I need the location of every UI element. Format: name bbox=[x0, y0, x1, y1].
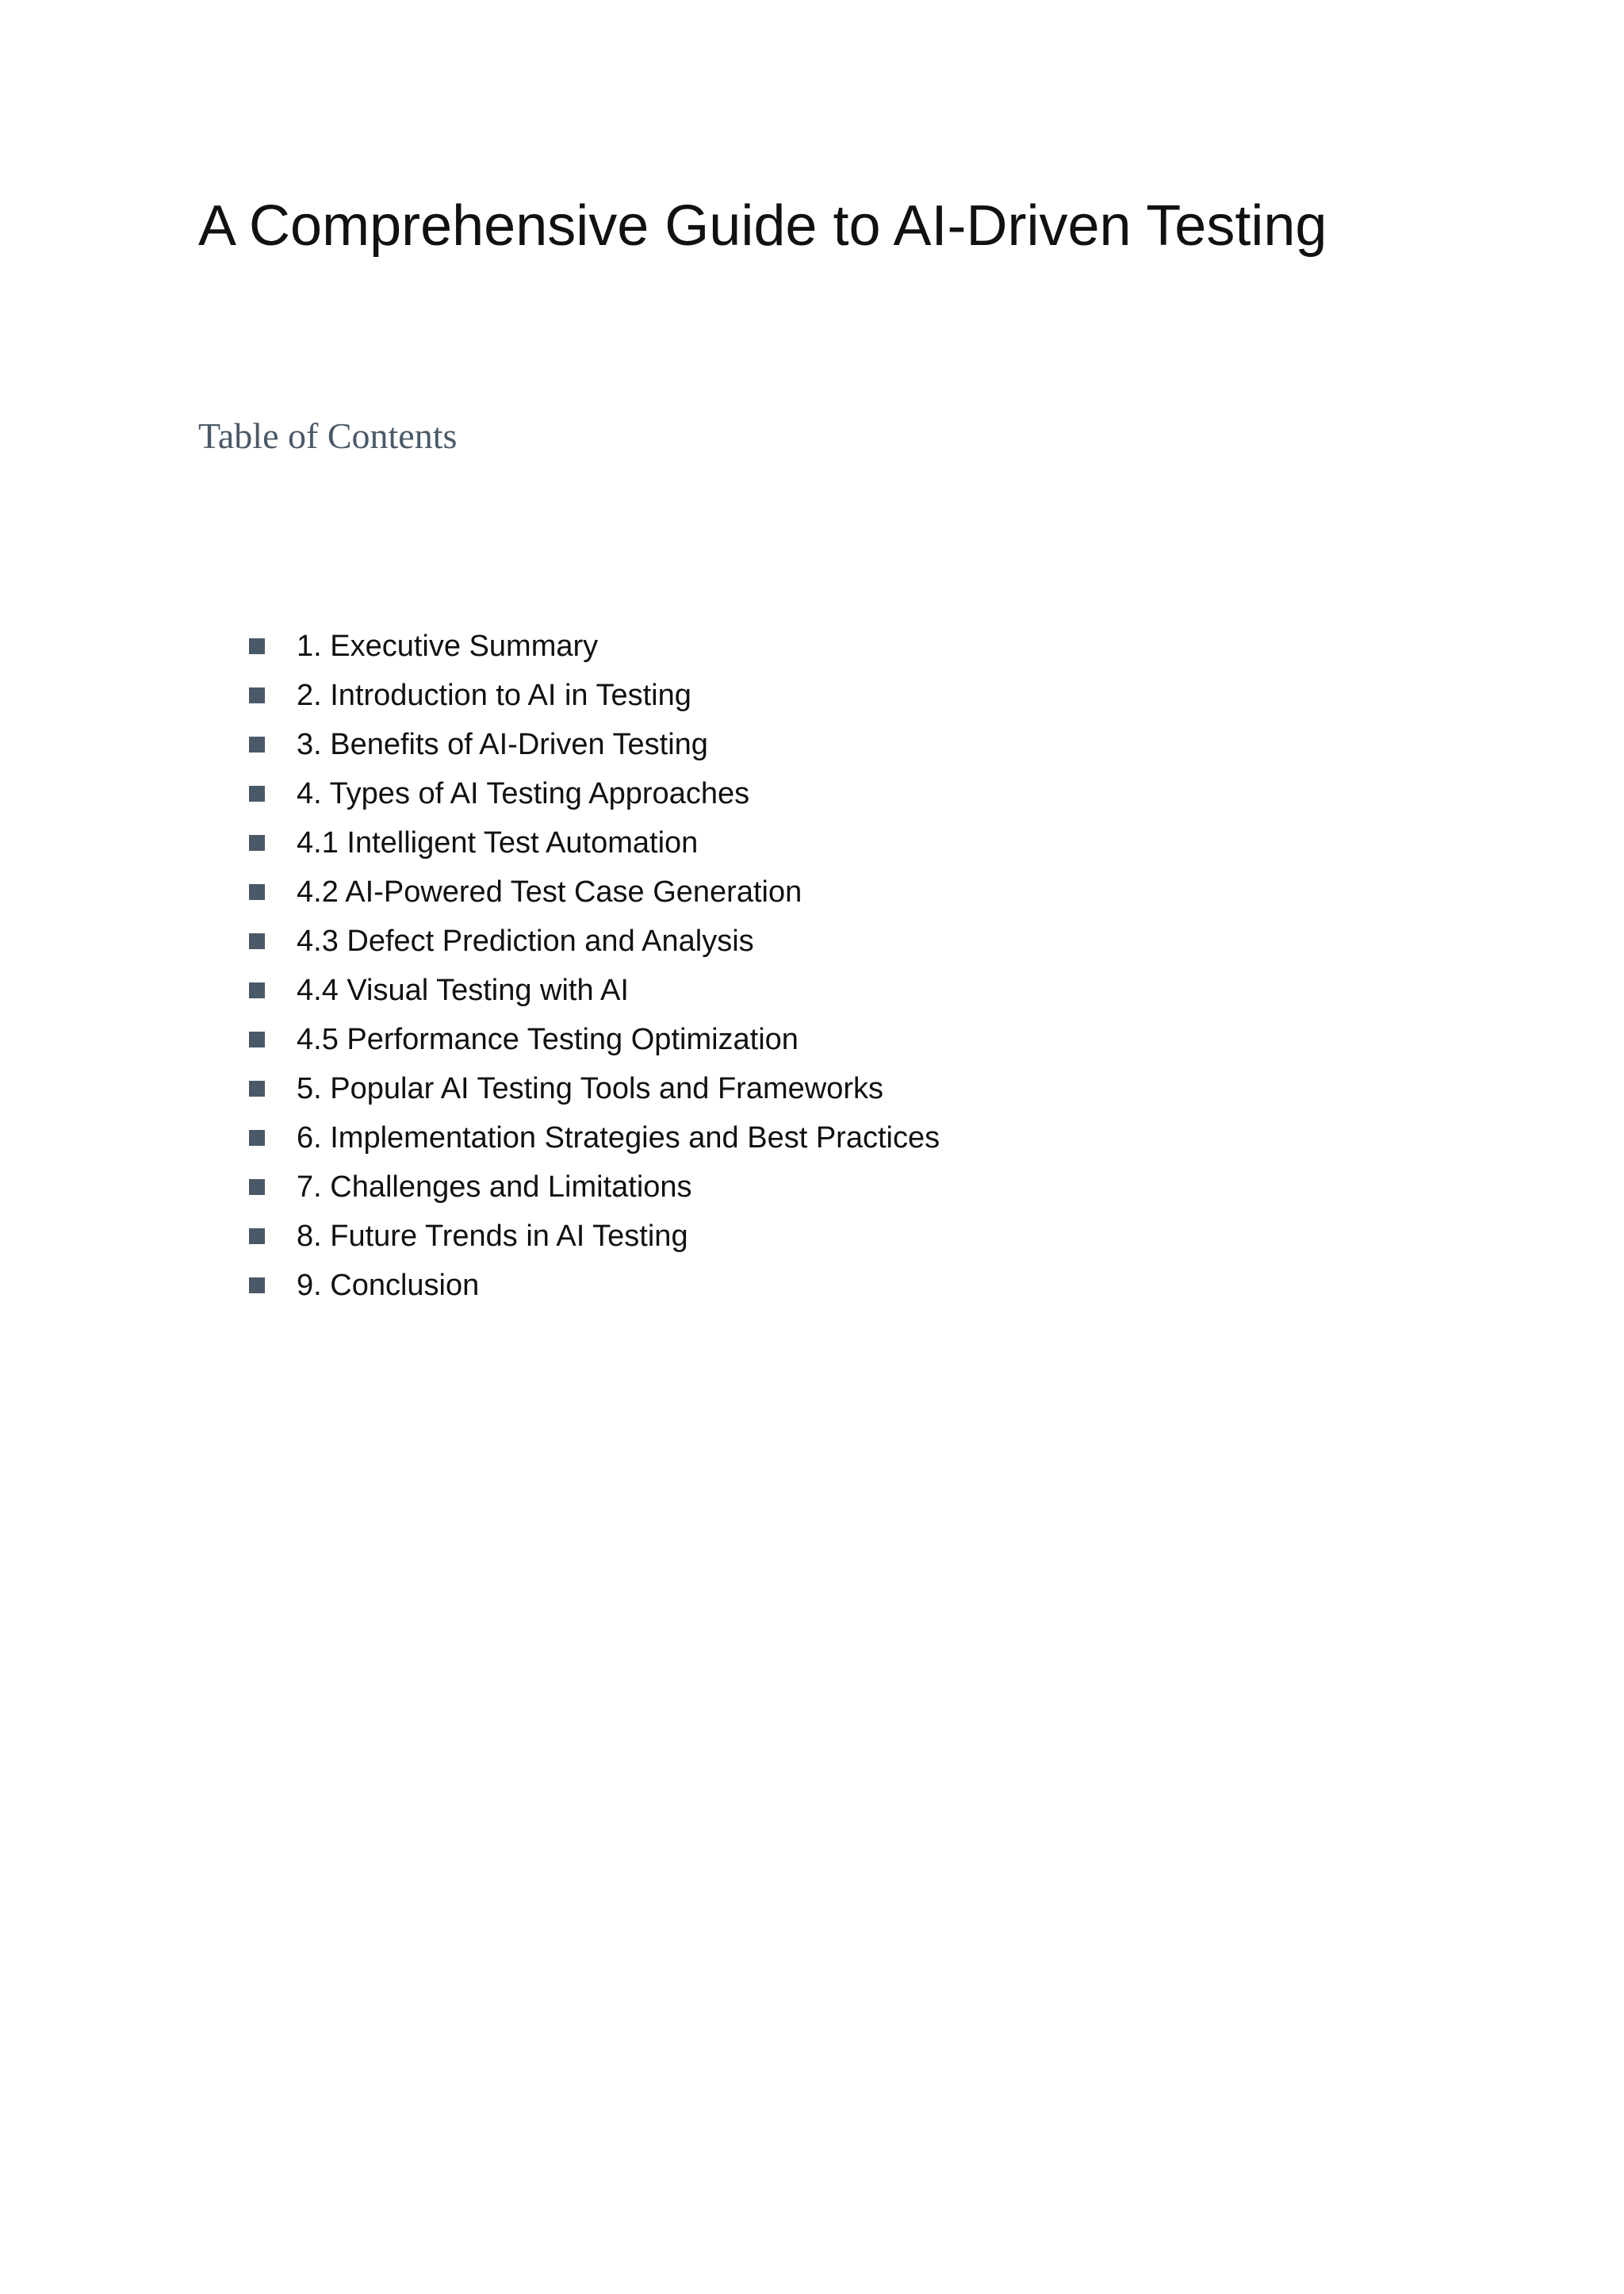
toc-item[interactable] bbox=[249, 1064, 940, 1113]
toc-item-label: 3. Benefits of AI-Driven Testing bbox=[297, 727, 708, 761]
toc-item-label: 5. Popular AI Testing Tools and Frameworks bbox=[297, 1071, 883, 1105]
toc-item-label: 1. Executive Summary bbox=[297, 629, 599, 663]
square-bullet-icon bbox=[249, 933, 265, 949]
toc-item[interactable] bbox=[249, 1015, 940, 1064]
toc-item[interactable] bbox=[249, 671, 940, 720]
square-bullet-icon bbox=[249, 1081, 265, 1097]
square-bullet-icon bbox=[249, 1277, 265, 1293]
toc-item-label: 4.4 Visual Testing with AI bbox=[297, 973, 629, 1007]
square-bullet-icon bbox=[249, 1179, 265, 1195]
toc-item-label: 4.3 Defect Prediction and Analysis bbox=[297, 924, 754, 958]
toc-item-label: 4.2 AI-Powered Test Case Generation bbox=[297, 875, 802, 909]
toc-heading: Table of Contents bbox=[198, 416, 458, 456]
table-of-contents bbox=[249, 622, 940, 1310]
square-bullet-icon bbox=[249, 1228, 265, 1244]
toc-item[interactable] bbox=[249, 1113, 940, 1162]
toc-item[interactable] bbox=[249, 1162, 940, 1212]
toc-item[interactable] bbox=[249, 818, 940, 867]
toc-item-label: 2. Introduction to AI in Testing bbox=[297, 678, 691, 712]
toc-item-label: 9. Conclusion bbox=[297, 1268, 480, 1302]
square-bullet-icon bbox=[249, 1130, 265, 1146]
toc-item-label: 6. Implementation Strategies and Best Practices bbox=[297, 1120, 940, 1155]
toc-item[interactable] bbox=[249, 622, 940, 671]
square-bullet-icon bbox=[249, 835, 265, 851]
toc-item-label: 8. Future Trends in AI Testing bbox=[297, 1219, 688, 1253]
square-bullet-icon bbox=[249, 737, 265, 753]
square-bullet-icon bbox=[249, 687, 265, 703]
document-title: A Comprehensive Guide to AI-Driven Testing bbox=[198, 194, 1327, 258]
toc-item-label: 4. Types of AI Testing Approaches bbox=[297, 776, 750, 810]
square-bullet-icon bbox=[249, 1032, 265, 1047]
toc-item[interactable] bbox=[249, 720, 940, 769]
toc-item-label: 7. Challenges and Limitations bbox=[297, 1170, 692, 1204]
toc-item[interactable] bbox=[249, 769, 940, 818]
toc-item[interactable] bbox=[249, 867, 940, 917]
square-bullet-icon bbox=[249, 786, 265, 802]
toc-item[interactable] bbox=[249, 1212, 940, 1261]
square-bullet-icon bbox=[249, 884, 265, 900]
toc-item[interactable] bbox=[249, 917, 940, 966]
toc-item[interactable] bbox=[249, 966, 940, 1015]
toc-item[interactable] bbox=[249, 1261, 940, 1310]
toc-item-label: 4.5 Performance Testing Optimization bbox=[297, 1022, 799, 1056]
toc-item-label: 4.1 Intelligent Test Automation bbox=[297, 825, 699, 860]
square-bullet-icon bbox=[249, 638, 265, 654]
square-bullet-icon bbox=[249, 982, 265, 998]
